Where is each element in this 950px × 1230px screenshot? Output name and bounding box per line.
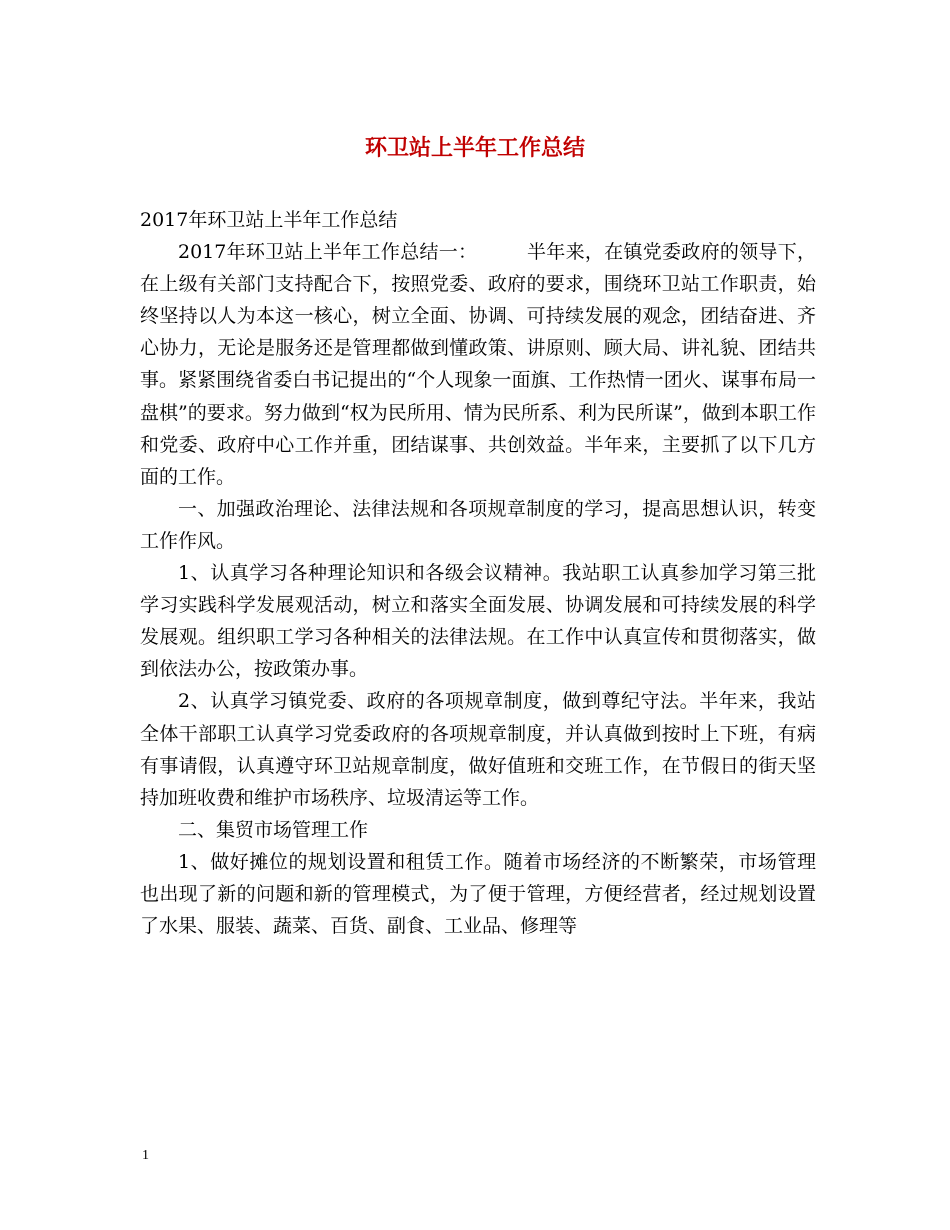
paragraph-section-one-heading: 一、加强政治理论、法律法规和各项规章制度的学习，提高思想认识，转变工作作风。 xyxy=(140,497,816,552)
paragraph-stall-planning: 1、做好摊位的规划设置和租赁工作。随着市场经济的不断繁荣，市场管理也出现了新的问题和新的管理模式，为了便于管理，方便经营者，经过规划设置了水果、服装、蔬菜、百货、副食、工业品、修理等 xyxy=(140,850,816,938)
paragraph-section-two-heading: 二、集贸市场管理工作 xyxy=(178,818,369,841)
paragraph-study-theory: 1、认真学习各种理论知识和各级会议精神。我站职工认真参加学习第三批学习实践科学发展观活动，树立和落实全面发展、协调发展和可持续发展的科学发展观。组织职工学习各种相关的法律法规。在工作中认真宣传和贯彻落实，做到依法办公，按政策办事。 xyxy=(140,562,816,681)
paragraph-study-rules: 2、认真学习镇党委、政府的各项规章制度，做到尊纪守法。半年来，我站全体干部职工认真学习党委政府的各项规章制度，并认真做到按时上下班，有病有事请假，认真遵守环卫站规章制度，做好值班和交班工作，在节假日的街天坚持加班收费和维护市场秩序、垃圾清运等工作。 xyxy=(140,690,816,809)
document-subtitle: 2017年环卫站上半年工作总结 xyxy=(140,209,398,231)
intro-text: 半年来，在镇党委政府的领导下，在上级有关部门支持配合下，按照党委、政府的要求，围绕环卫站工作职责，始终坚持以人为本这一核心，树立全面、协调、可持续发展的观念，团结奋进、齐心协力，无论是服务还是管理都做到懂政策、讲原则、顾大局、讲礼貌、团结共事。紧紧围绕省委白书记提出的“个人现象一面旗、工作热情一团火、谋事布局一盘棋”的要求。努力做到“权为民所用、情为民所系、利为民所谋”，做到本职工作和党委、政府中心工作并重，团结谋事、共创效益。半年来，主要抓了以下几方面的工作。 xyxy=(140,241,816,488)
document-title: 环卫站上半年工作总结 xyxy=(364,135,585,161)
page-number: 1 xyxy=(142,1148,149,1163)
intro-heading: 2017年环卫站上半年工作总结一： xyxy=(178,241,478,264)
document-body xyxy=(140,204,816,942)
intro-paragraph xyxy=(140,236,816,493)
